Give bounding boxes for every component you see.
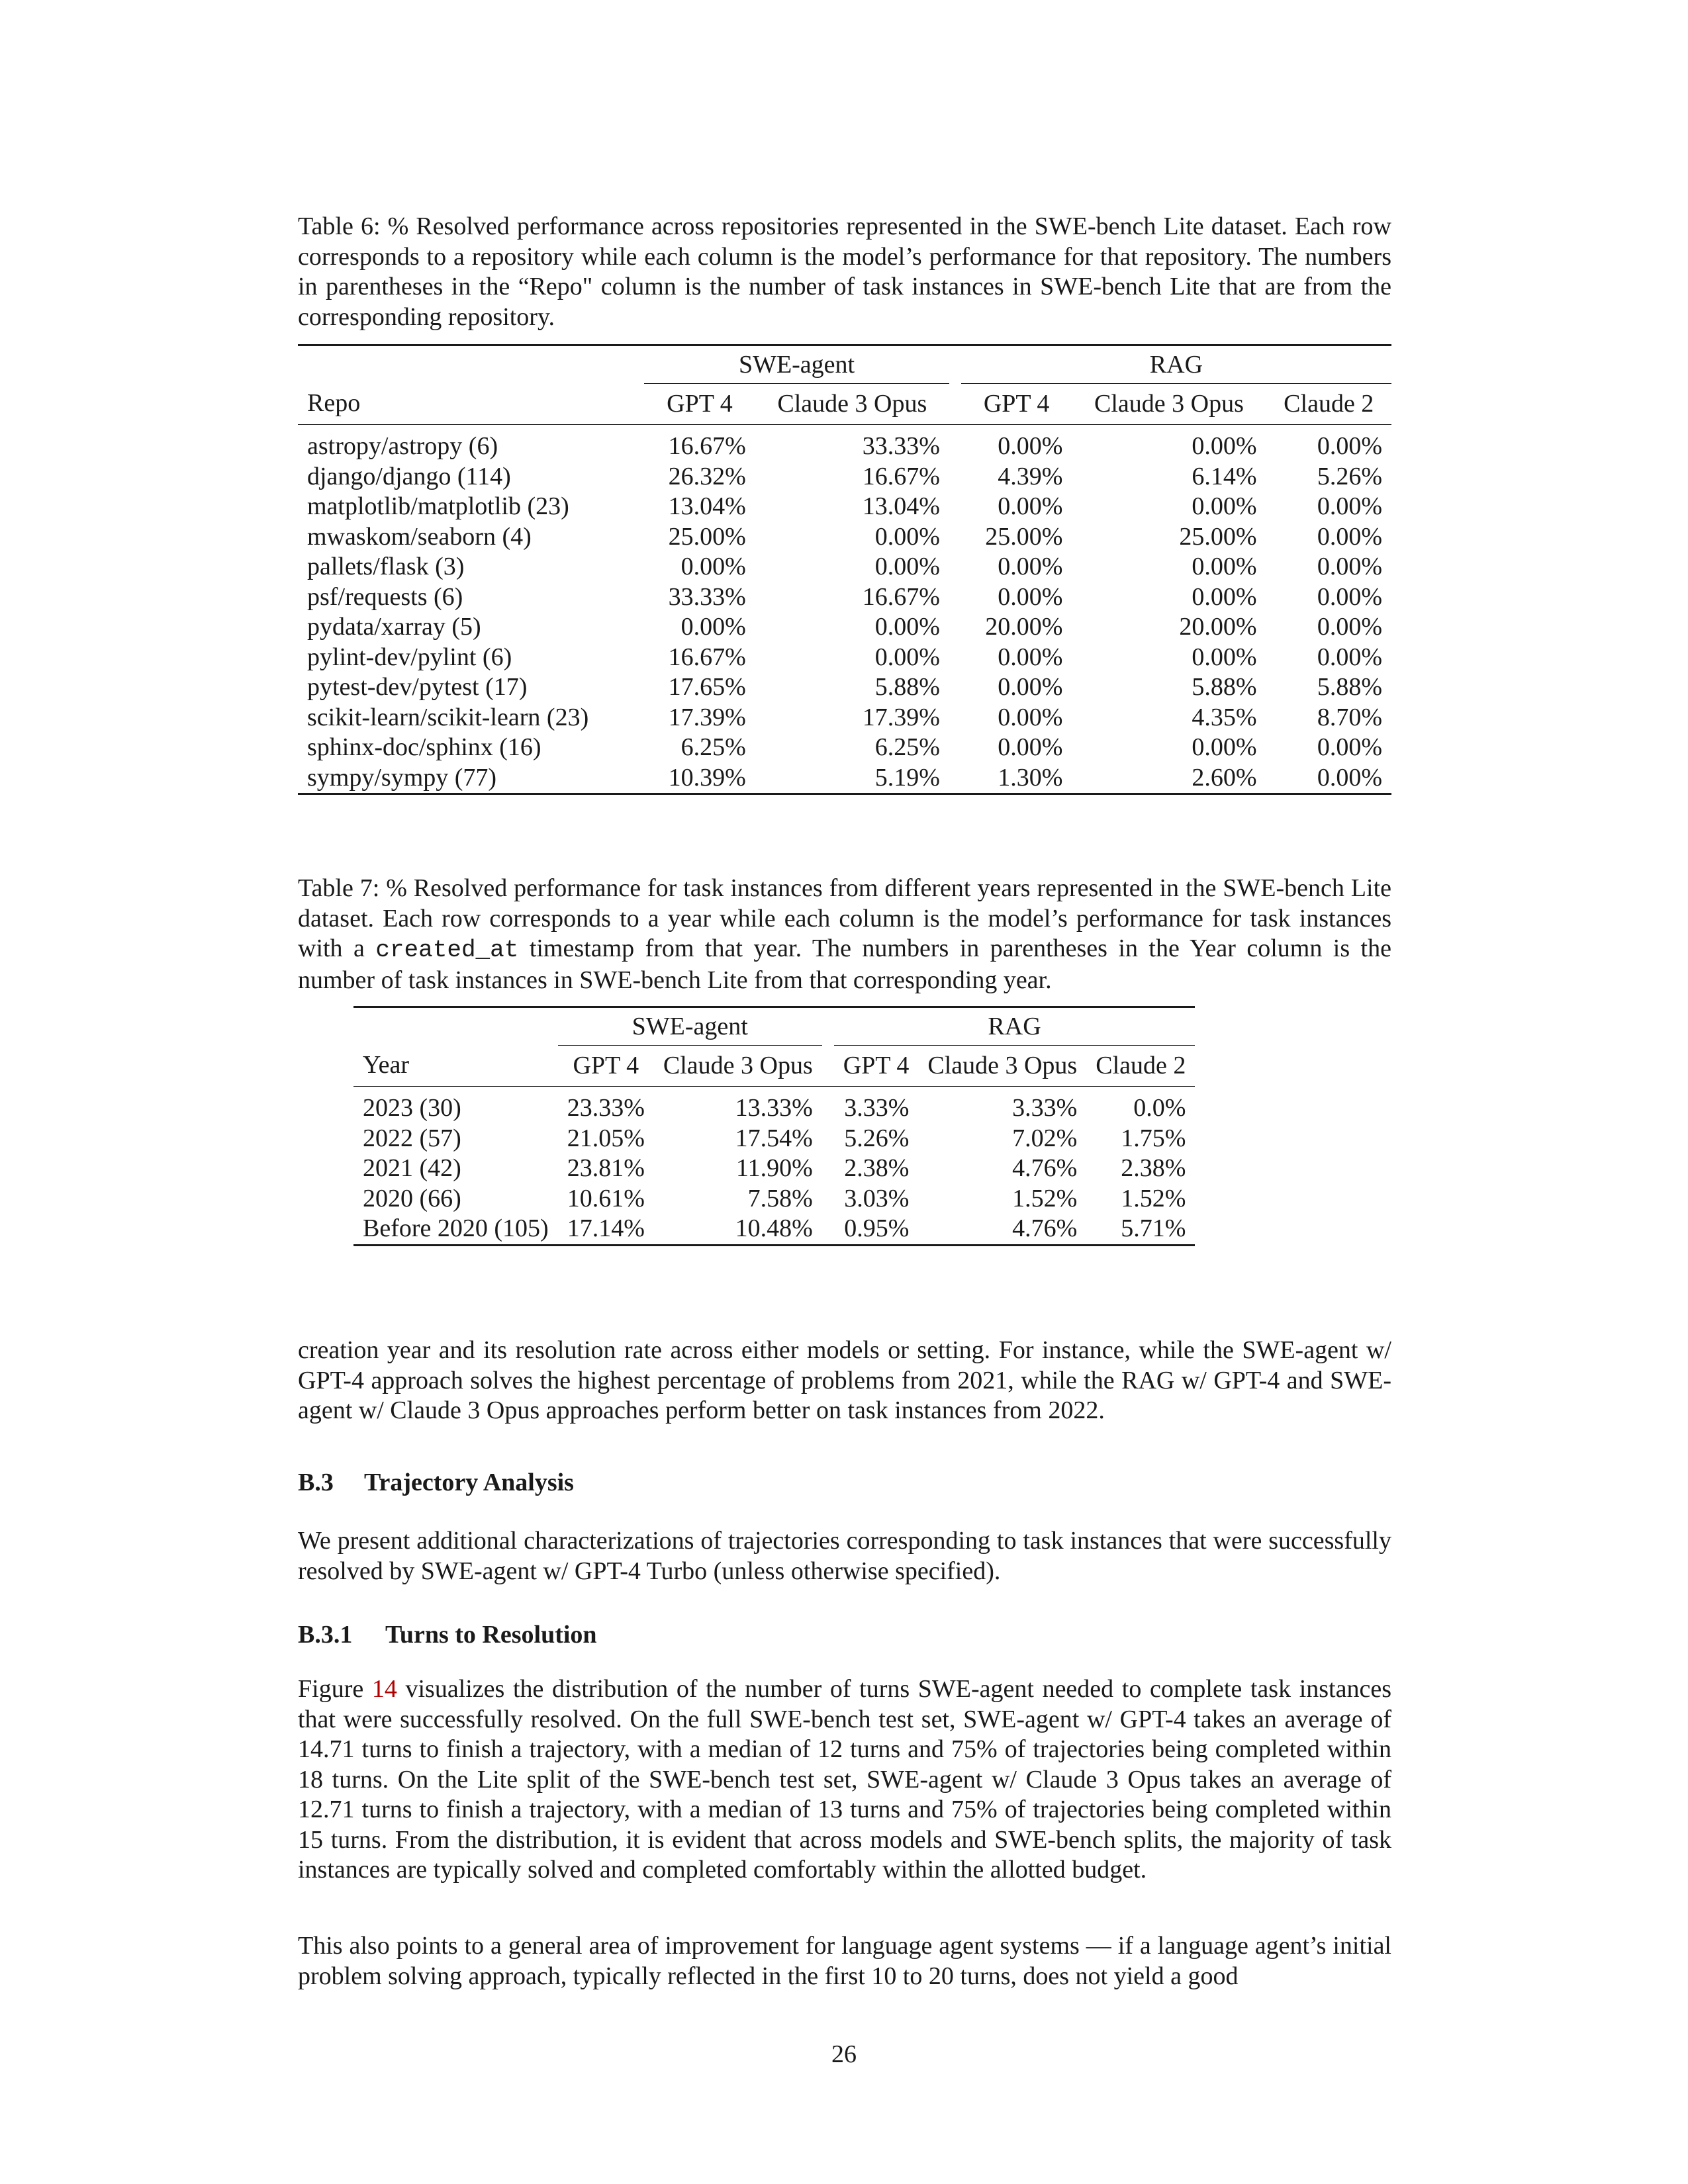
table7-cell: 17.54%	[735, 1124, 813, 1152]
table7-col-year: Year	[363, 1051, 410, 1079]
table6-cell: 8.70%	[1317, 703, 1382, 731]
table6-cell: 13.04%	[668, 492, 746, 520]
table6-cell: 13.04%	[862, 492, 940, 520]
table6-column-header-row	[298, 383, 1391, 425]
table7-row-label: Before 2020 (105)	[363, 1214, 549, 1242]
table6-cell: 16.67%	[862, 582, 940, 611]
table7-row	[353, 1093, 1195, 1124]
table7-col-rag-claude2: Claude 2	[1096, 1051, 1186, 1079]
table6-col-rag-claude3: Claude 3 Opus	[1094, 389, 1244, 418]
table6-row	[298, 612, 1391, 643]
table7-cell: 21.05%	[567, 1124, 645, 1152]
table6-cell: 0.00%	[998, 582, 1063, 611]
table7-group-header-row	[353, 1007, 1195, 1046]
table6-row-label: matplotlib/matplotlib (23)	[307, 492, 569, 520]
subsection-heading-turns	[298, 1620, 597, 1651]
paragraph-turns-distribution	[298, 1674, 1391, 1886]
table7-cell: 0.95%	[844, 1214, 910, 1242]
table6-cell: 16.67%	[668, 643, 746, 671]
table6-cell: 5.88%	[1192, 673, 1257, 701]
table7-caption	[298, 874, 1391, 995]
table6-cell: 0.00%	[874, 553, 940, 580]
page-number: 26	[831, 2040, 857, 2068]
table6-cell: 0.00%	[1317, 643, 1382, 671]
table7-cell: 10.48%	[735, 1214, 813, 1242]
table6-col-repo: Repo	[307, 389, 361, 418]
table7-cell: 1.75%	[1121, 1124, 1186, 1152]
table7-cell: 3.33%	[1012, 1094, 1078, 1122]
figure-14-link[interactable]: 14	[371, 1675, 397, 1703]
table7-group-rag: RAG	[834, 1007, 1196, 1046]
table6-cell: 26.32%	[668, 462, 746, 490]
table6-row-label: django/django (114)	[307, 462, 511, 490]
table6-body	[298, 432, 1391, 794]
table7	[353, 1006, 1195, 1246]
table6-cell: 16.67%	[862, 462, 940, 490]
table6-row	[298, 672, 1391, 703]
paragraph-improvement: This also points to a general area of improvement for language agent systems — if a language agent’s initial problem solving approach, typically reflected in the first 10 to 20 turns, does not yield a good	[298, 1932, 1391, 1990]
table7-row-label: 2021 (42)	[363, 1154, 461, 1182]
table6-cell: 0.00%	[1192, 582, 1257, 611]
table6-cell: 0.00%	[1192, 492, 1257, 520]
table6-row-label: pylint-dev/pylint (6)	[307, 643, 512, 671]
table6-cell: 0.00%	[998, 673, 1063, 701]
table7-row	[353, 1154, 1195, 1184]
table6-row-label: scikit-learn/scikit-learn (23)	[307, 703, 589, 731]
table6-cell: 5.88%	[1317, 673, 1382, 701]
table6-cell: 0.00%	[1317, 492, 1382, 520]
table7-col-swe-gpt4: GPT 4	[573, 1051, 639, 1079]
section-title: Trajectory Analysis	[364, 1469, 574, 1496]
table6-cell: 0.00%	[998, 553, 1063, 580]
table7-cell: 7.02%	[1012, 1124, 1078, 1152]
table6-row	[298, 462, 1391, 492]
table7-cell: 13.33%	[735, 1094, 813, 1122]
table6-cell: 10.39%	[668, 763, 746, 792]
table6-cell: 5.19%	[874, 763, 940, 792]
section-heading-trajectory-analysis	[298, 1468, 574, 1498]
table7-col-rag-claude3: Claude 3 Opus	[927, 1051, 1078, 1079]
table7-caption-text-2: timestamp from that year. The numbers in parentheses in the Year column is the number of task instances in SWE-bench Lite from that corresponding year.	[298, 934, 1391, 994]
table7-cell: 3.03%	[844, 1184, 910, 1212]
table7-cell: 5.26%	[844, 1124, 910, 1152]
para3-text-1: Figure	[298, 1675, 372, 1703]
subsection-title: Turns to Resolution	[385, 1621, 597, 1649]
table7-row-label: 2020 (66)	[363, 1184, 461, 1212]
table7-cell: 7.58%	[747, 1184, 813, 1212]
table7-cell: 4.76%	[1012, 1154, 1078, 1182]
table6-row	[298, 763, 1391, 794]
table7-cell: 2.38%	[1121, 1154, 1186, 1182]
table6-row-label: astropy/astropy (6)	[307, 432, 498, 460]
table6-caption: Table 6: % Resolved performance across repositories represented in the SWE-bench Lite dataset. Each row corresponds to a repository while each column is the model’s performance for that repository. The numbers in parentheses in the “Repo" column is the number of task instances in SWE-bench Lite that are from the corresponding repository.	[298, 212, 1391, 331]
table6-cell: 0.00%	[1192, 733, 1257, 761]
table7-body	[353, 1093, 1195, 1245]
table6-cell: 20.00%	[985, 613, 1063, 641]
table6-cell: 6.25%	[680, 733, 746, 761]
table7-cell: 17.14%	[567, 1214, 645, 1242]
table7-column-header-row	[353, 1045, 1195, 1087]
table6-cell: 0.00%	[1317, 553, 1382, 580]
table6-row	[298, 522, 1391, 553]
table7-col-rag-gpt4: GPT 4	[843, 1051, 910, 1079]
table6-cell: 17.65%	[668, 673, 746, 701]
table6-row-label: pydata/xarray (5)	[307, 613, 481, 641]
table6-cell: 1.30%	[998, 763, 1063, 792]
table6-row-label: psf/requests (6)	[307, 582, 463, 611]
table6-cell: 33.33%	[668, 582, 746, 611]
table6-cell: 33.33%	[862, 432, 940, 460]
paragraph-creation-year: creation year and its resolution rate across either models or setting. For instance, while the SWE-agent w/ GPT-4 approach solves the highest percentage of problems from 2021, while the RAG w/ GPT-4 and SWE-agent w/ Claude 3 Opus approaches perform better on task instances from 2022.	[298, 1336, 1391, 1424]
table6-cell: 0.00%	[680, 613, 746, 641]
table7-row	[353, 1214, 1195, 1245]
table7-caption-code: created_at	[375, 936, 519, 964]
table6-cell: 25.00%	[985, 522, 1063, 551]
table7-cell: 4.76%	[1012, 1214, 1078, 1242]
table6-group-rag: RAG	[961, 345, 1391, 384]
section-number: B.3	[298, 1469, 334, 1496]
table6-cell: 0.00%	[1317, 432, 1382, 460]
table6-row	[298, 643, 1391, 673]
table6-cell: 17.39%	[862, 703, 940, 731]
table6-cell: 0.00%	[1317, 763, 1382, 792]
table6-cell: 2.60%	[1192, 763, 1257, 792]
table7-cell: 5.71%	[1121, 1214, 1186, 1242]
table7-cell: 10.61%	[567, 1184, 645, 1212]
table6-row	[298, 582, 1391, 613]
table7-row	[353, 1124, 1195, 1154]
table6-col-rag-claude2: Claude 2	[1284, 389, 1374, 418]
table6-cell: 0.00%	[1317, 522, 1382, 551]
table6-row-label: pytest-dev/pytest (17)	[307, 673, 528, 701]
paragraph-trajectory-intro: We present additional characterizations of trajectories corresponding to task instances that were successfully resolved by SWE-agent w/ GPT-4 Turbo (unless otherwise specified).	[298, 1527, 1391, 1585]
table7-row	[353, 1184, 1195, 1214]
table6-cell: 0.00%	[998, 703, 1063, 731]
table6-cell: 0.00%	[874, 643, 940, 671]
table6-cell: 0.00%	[1192, 643, 1257, 671]
table6-row	[298, 552, 1391, 582]
table6-row	[298, 733, 1391, 763]
table6-cell: 0.00%	[1317, 613, 1382, 641]
table6-row-label: mwaskom/seaborn (4)	[307, 522, 532, 551]
table6-cell: 25.00%	[1179, 522, 1257, 551]
table6-group-swe-agent: SWE-agent	[644, 345, 949, 384]
table6-cell: 6.14%	[1192, 462, 1257, 490]
table6-row	[298, 492, 1391, 522]
table6-row	[298, 432, 1391, 462]
table6-cell: 0.00%	[998, 733, 1063, 761]
table6-cell: 16.67%	[668, 432, 746, 460]
table7-cell: 1.52%	[1012, 1184, 1078, 1212]
table7-cell: 0.0%	[1133, 1094, 1186, 1122]
table6-cell: 4.35%	[1192, 703, 1257, 731]
table7-cell: 3.33%	[844, 1094, 910, 1122]
table7-cell: 2.38%	[844, 1154, 910, 1182]
table6-cell: 0.00%	[874, 613, 940, 641]
table6	[298, 344, 1391, 795]
table7-col-swe-claude3: Claude 3 Opus	[663, 1051, 813, 1079]
table7-caption-text-1: Table 7: % Resolved performance for task instances from different years represented in the SWE-bench Lite dataset. Each row corresponds to a year while each column is the model’s performance for task instances with a	[298, 874, 1391, 962]
table6-cell: 0.00%	[1192, 553, 1257, 580]
table7-row-label: 2022 (57)	[363, 1124, 461, 1152]
table6-cell: 0.00%	[998, 643, 1063, 671]
table6-col-swe-claude3: Claude 3 Opus	[777, 389, 927, 418]
table6-cell: 0.00%	[1317, 582, 1382, 611]
table6-row-label: sympy/sympy (77)	[307, 763, 497, 792]
table6-cell: 0.00%	[998, 492, 1063, 520]
table6-row-label: sphinx-doc/sphinx (16)	[307, 733, 541, 761]
para3-text-2: visualizes the distribution of the number of turns SWE-agent needed to complete task instances that were successfully resolved. On the full SWE-bench test set, SWE-agent w/ GPT-4 takes an average of 14.71 turns to finish a trajectory, with a median of 12 turns and 75% of trajectories being completed within 18 turns. On the Lite split of the SWE-bench test set, SWE-agent w/ Claude 3 Opus takes an average of 12.71 turns to finish a trajectory, with a median of 13 turns and 75% of trajectories being completed within 15 turns. From the distribution, it is evident that across models and SWE-bench splits, the majority of task instances are typically solved and completed comfortably within the allotted budget.	[298, 1675, 1391, 1884]
table6-cell: 0.00%	[874, 522, 940, 551]
table6-col-rag-gpt4: GPT 4	[983, 389, 1050, 418]
table6-cell: 6.25%	[874, 733, 940, 761]
table7-cell: 1.52%	[1121, 1184, 1186, 1212]
table6-cell: 5.26%	[1317, 462, 1382, 490]
table6-cell: 0.00%	[998, 432, 1063, 460]
table7-cell: 11.90%	[735, 1154, 813, 1182]
table7-group-swe-agent: SWE-agent	[558, 1007, 822, 1046]
table6-cell: 0.00%	[1317, 733, 1382, 761]
table7-row-label: 2023 (30)	[363, 1094, 461, 1122]
subsection-number: B.3.1	[298, 1621, 353, 1649]
table6-col-swe-gpt4: GPT 4	[667, 389, 733, 418]
table6-cell: 0.00%	[680, 553, 746, 580]
table6-cell: 20.00%	[1179, 613, 1257, 641]
table6-cell: 5.88%	[874, 673, 940, 701]
table6-row-label: pallets/flask (3)	[307, 553, 465, 580]
table7-cell: 23.81%	[567, 1154, 645, 1182]
table7-cell: 23.33%	[567, 1094, 645, 1122]
table6-row	[298, 703, 1391, 733]
table6-group-header-row	[298, 345, 1391, 384]
table6-cell: 25.00%	[668, 522, 746, 551]
table6-cell: 17.39%	[668, 703, 746, 731]
table6-cell: 0.00%	[1192, 432, 1257, 460]
table6-cell: 4.39%	[998, 462, 1063, 490]
